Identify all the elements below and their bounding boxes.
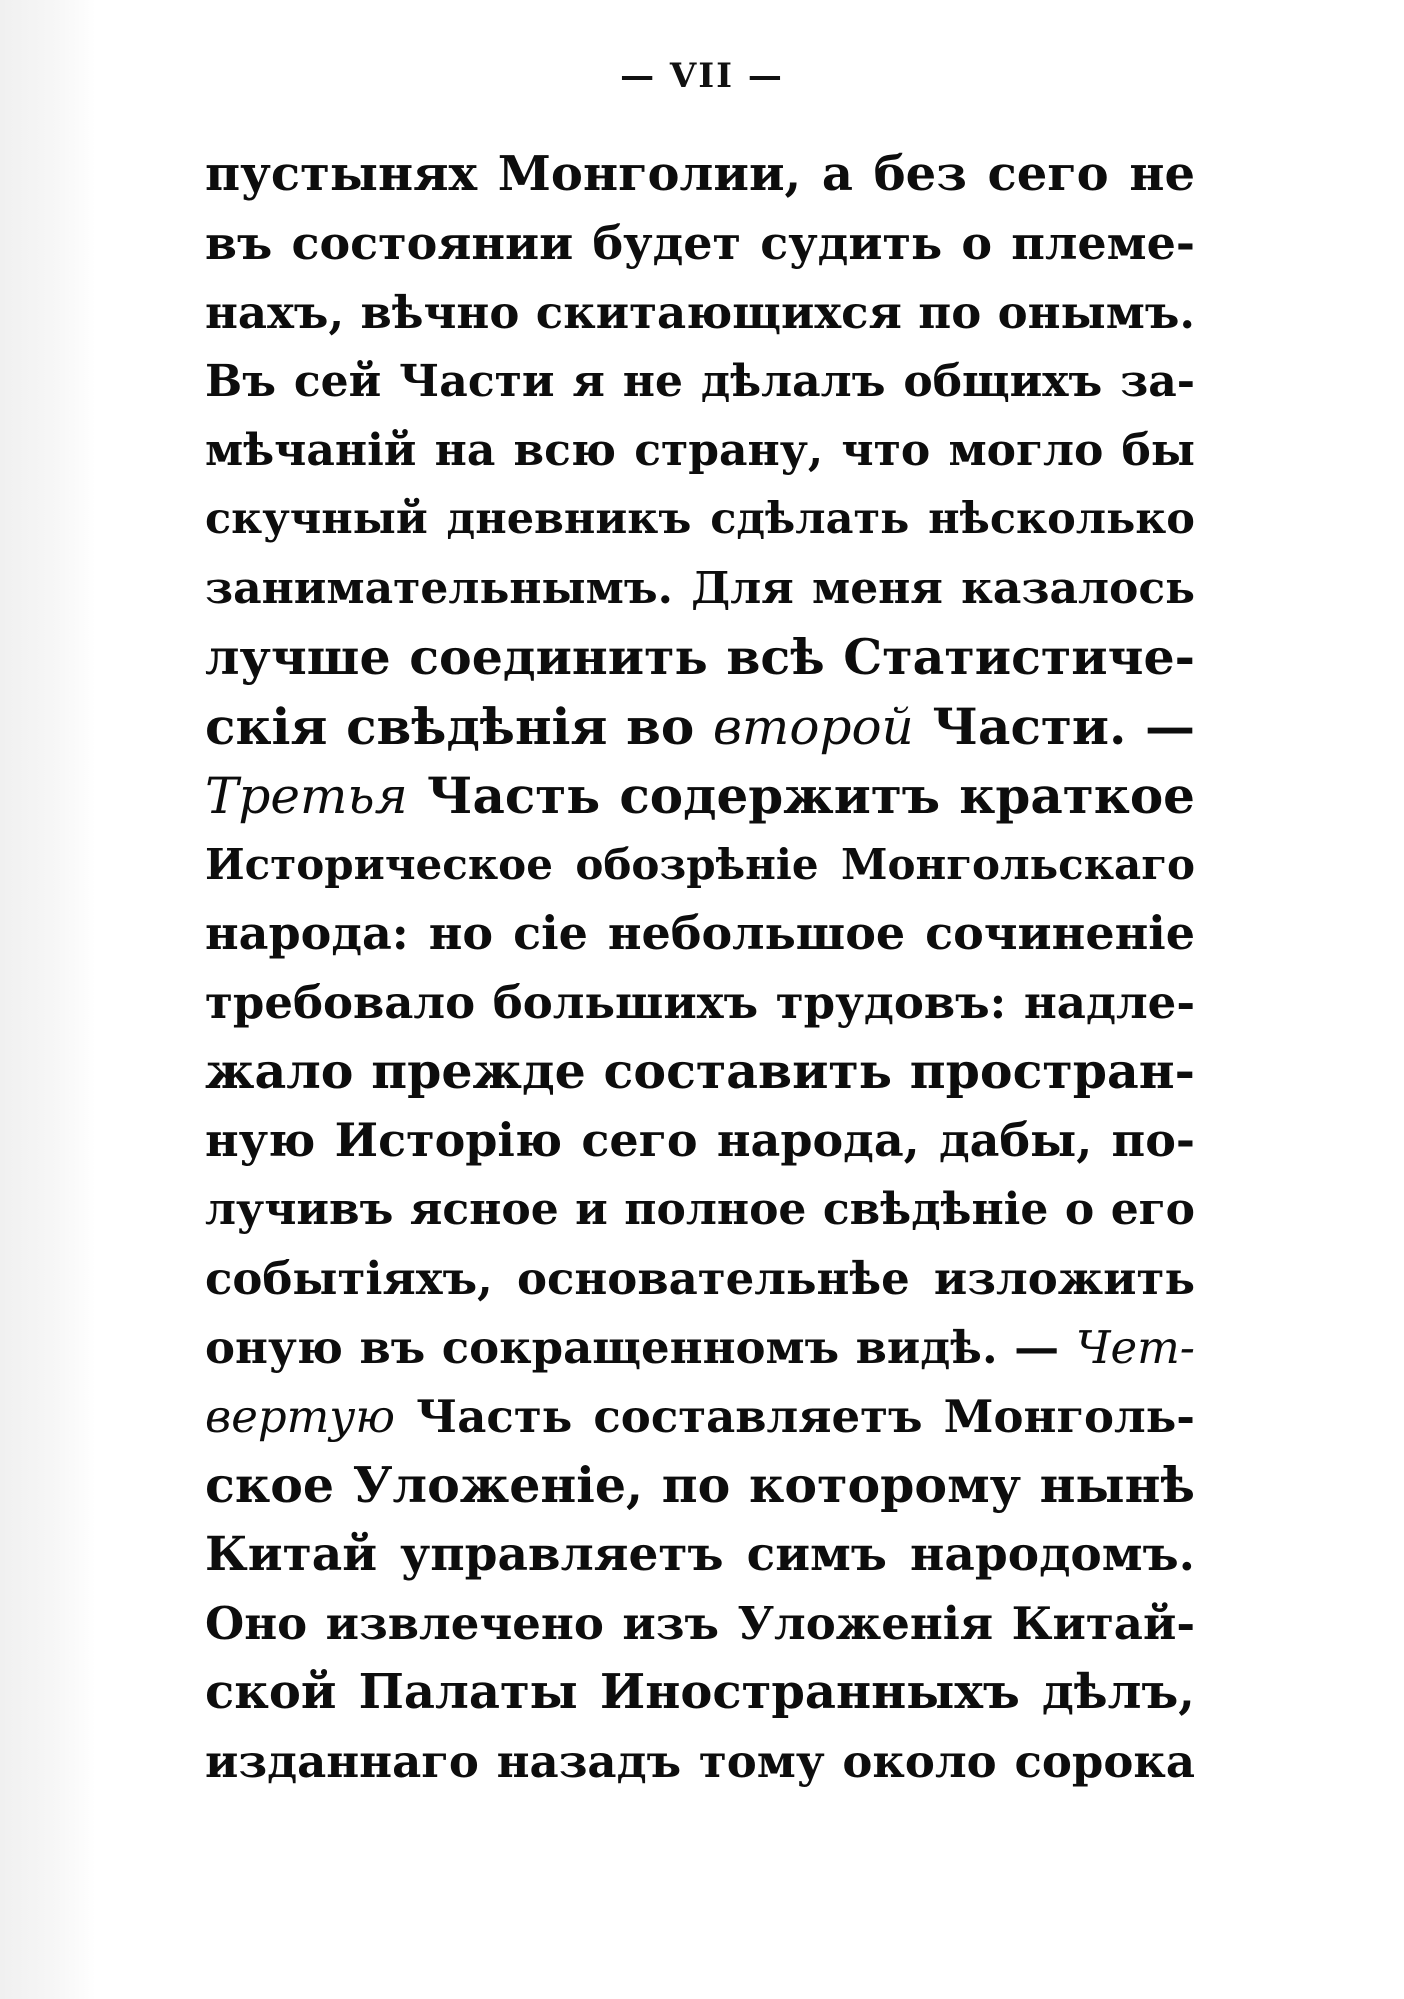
text-line (205, 1244, 1195, 1313)
text-line (205, 554, 1195, 623)
text-line (205, 1382, 1195, 1451)
text-line (205, 830, 1195, 899)
text-segment: жало прежде составить простран- (205, 1042, 1195, 1100)
text-segment: лучше соединить всѣ Статистиче- (205, 628, 1195, 686)
body-text (205, 140, 1195, 1796)
text-segment: событіяхъ, основательнѣе изложить (205, 1252, 1195, 1305)
text-segment: занимательнымъ. Для меня казалось (205, 563, 1195, 614)
text-segment: Въ сей Части я не дѣлалъ общихъ за- (205, 356, 1195, 407)
text-line (205, 1520, 1195, 1589)
text-segment: нахъ, вѣчно скитающихся по онымъ. (205, 286, 1195, 339)
text-segment: скучный дневникъ сдѣлать нѣсколько (205, 494, 1195, 544)
text-line (205, 1037, 1195, 1106)
text-segment: Части. — (913, 697, 1195, 756)
text-segment: Китай управляетъ симъ народомъ. (205, 1527, 1195, 1582)
text-segment: скія свѣдѣнія во (205, 697, 713, 756)
text-line (205, 1313, 1195, 1382)
text-line (205, 623, 1195, 692)
text-segment: требовало большихъ трудовъ: надле- (205, 976, 1195, 1029)
text-segment: пустынях Монголии, а без сего не (205, 146, 1195, 202)
text-segment: ской Палаты Иностранныхъ дѣлъ, (205, 1664, 1195, 1720)
text-segment: Часть содержитъ краткое (407, 766, 1195, 825)
text-segment: Часть составляетъ Монголь- (395, 1390, 1195, 1443)
text-line (205, 485, 1195, 554)
text-line (205, 278, 1195, 347)
scan-binding-shadow (0, 0, 96, 1999)
text-line (205, 692, 1195, 761)
text-segment: народа: но сіе небольшое сочиненіе (205, 906, 1195, 960)
page-number: — VII — (620, 56, 784, 96)
text-line (205, 1451, 1195, 1520)
text-line (205, 347, 1195, 416)
text-line (205, 140, 1195, 209)
italic-text: Чет- (1075, 1321, 1195, 1374)
text-line (205, 968, 1195, 1037)
text-segment: ское Уложеніе, по которому нынѣ (205, 1456, 1195, 1514)
text-line (205, 1589, 1195, 1658)
text-line (205, 209, 1195, 278)
text-segment: Оно извлечено изъ Уложенія Китай- (205, 1597, 1195, 1650)
text-line (205, 1175, 1195, 1244)
text-line (205, 1658, 1195, 1727)
italic-text: Третья (205, 767, 408, 825)
text-line (205, 416, 1195, 485)
text-segment: Историческое обозрѣніе Монгольскаго (205, 840, 1195, 889)
text-segment: оную въ сокращенномъ видѣ. — (205, 1321, 1076, 1374)
italic-text: второй (712, 698, 914, 756)
text-segment: лучивъ ясное и полное свѣдѣніе о его (205, 1184, 1195, 1235)
text-segment: ную Исторію сего народа, дабы, по- (205, 1113, 1195, 1167)
text-segment: въ состоянии будет судить о племе- (205, 216, 1195, 270)
text-line (205, 899, 1195, 968)
text-line (205, 761, 1195, 830)
text-line (205, 1106, 1195, 1175)
text-segment: мѣчаній на всю страну, что могло бы (205, 425, 1195, 476)
italic-text: вертую (205, 1390, 396, 1443)
text-line (205, 1727, 1195, 1796)
text-segment: изданнаго назадъ тому около сорока (205, 1735, 1195, 1788)
